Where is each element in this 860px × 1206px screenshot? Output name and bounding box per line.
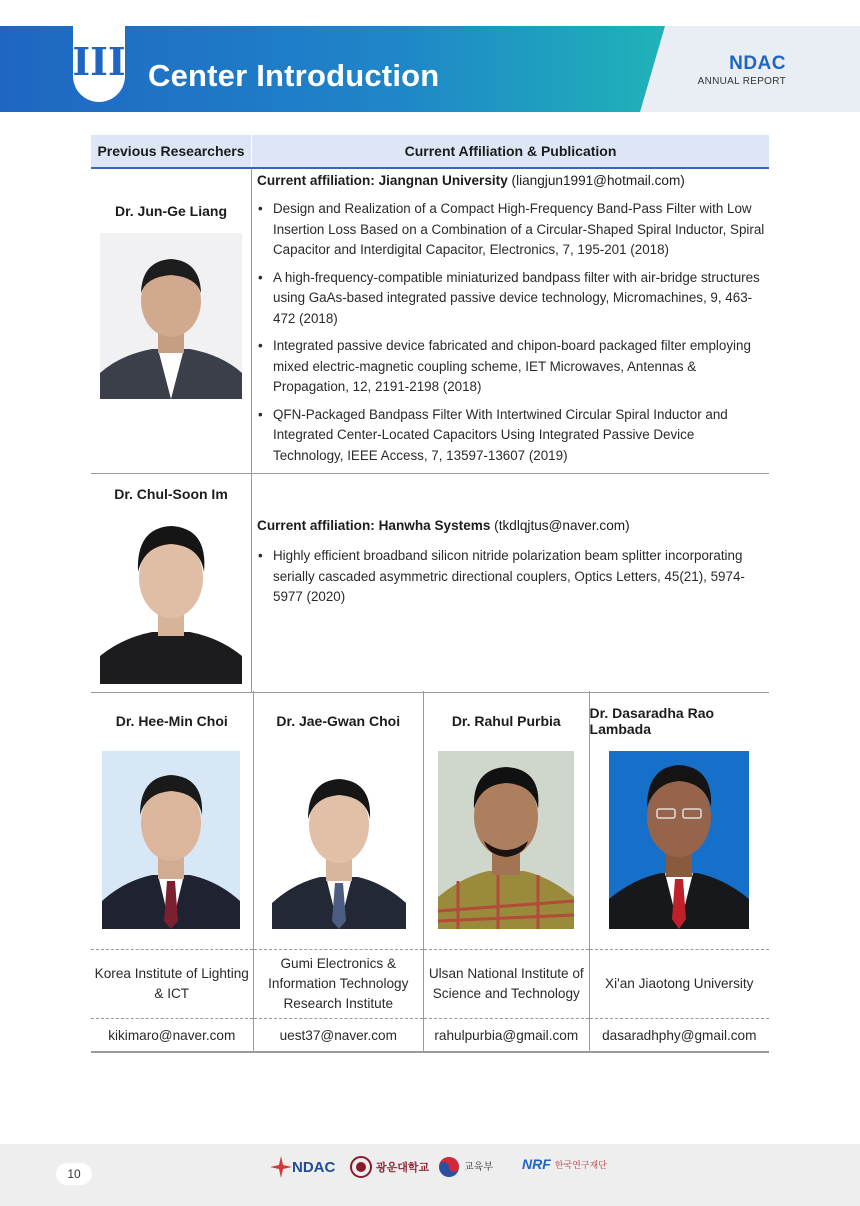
affiliation-email: (tkdlqjtus@naver.com) bbox=[490, 518, 630, 533]
nrf-logo bbox=[522, 1156, 607, 1172]
researcher-card bbox=[91, 691, 254, 1053]
publication-item: • Highly efficient broadband silicon nitride polarization beam splitter incorporating serially cascaded asymmetric directional couplers, Optics Letters, 45(21), 5974-5977 (2020) bbox=[257, 546, 765, 608]
publication-item: • A high-frequency-compatible miniaturized bandpass filter with air-bridge structures using GaAs-based integrated passive device technology, Micromachines, 9, 463-472 (2018) bbox=[257, 268, 765, 330]
researcher-name: Dr. Jun-Ge Liang bbox=[114, 203, 227, 219]
researcher-institution: Korea Institute of Lighting & ICT bbox=[91, 949, 253, 1018]
table-header bbox=[91, 135, 769, 169]
researcher-photo bbox=[609, 751, 749, 929]
current-affiliation bbox=[257, 173, 685, 188]
researcher-institution: Gumi Electronics & Information Technology Research Institute bbox=[254, 949, 424, 1018]
chapter-tab bbox=[73, 24, 125, 102]
researcher-name: Dr. Jae-Gwan Choi bbox=[276, 713, 401, 729]
publication-item: • Integrated passive device fabricated and chipon-board packaged filter employing mixed electric-magnetic coupling scheme, IET Microwaves, Antennas & Propagation, 12, 2191-2198 (2018) bbox=[257, 336, 765, 398]
nrf-logo-subtext: 한국연구재단 bbox=[554, 1159, 607, 1170]
page-footer bbox=[0, 1144, 860, 1206]
researcher-institution: Xi'an Jiaotong University bbox=[590, 949, 769, 1018]
current-affiliation bbox=[257, 518, 630, 533]
affiliation-label: Current affiliation: Jiangnan University bbox=[257, 173, 508, 188]
researcher-card bbox=[254, 691, 425, 1053]
researcher-institution: Ulsan National Institute of Science and Technology bbox=[424, 949, 589, 1018]
brand-subtitle: ANNUAL REPORT bbox=[697, 76, 786, 87]
kwangwoon-logo bbox=[350, 1156, 429, 1178]
researcher-photo bbox=[272, 763, 406, 929]
university-seal-icon bbox=[350, 1156, 372, 1178]
page-title: Center Introduction bbox=[148, 58, 440, 93]
researcher-photo bbox=[100, 506, 242, 684]
researcher-name: Dr. Chul-Soon Im bbox=[114, 486, 228, 502]
researcher-card bbox=[590, 691, 769, 1053]
researchers-table bbox=[91, 135, 769, 693]
affiliation-email: (liangjun1991@hotmail.com) bbox=[507, 173, 685, 188]
researcher-cell bbox=[91, 169, 252, 473]
affiliation-cell bbox=[252, 474, 769, 692]
chapter-number: III bbox=[72, 38, 126, 84]
ndac-logo-text: NDAC bbox=[292, 1158, 336, 1176]
table-row bbox=[91, 474, 769, 693]
column-header-affiliation: Current Affiliation & Publication bbox=[404, 143, 617, 159]
researcher-email: dasaradhphy@gmail.com bbox=[590, 1018, 769, 1053]
researcher-photo bbox=[100, 233, 242, 399]
column-header-researchers: Previous Researchers bbox=[91, 135, 252, 167]
affiliation-label: Current affiliation: Hanwha Systems bbox=[257, 518, 491, 533]
taegeuk-icon bbox=[438, 1156, 460, 1178]
researcher-photo bbox=[102, 751, 240, 929]
publication-list bbox=[257, 546, 765, 615]
researcher-name: Dr. Rahul Purbia bbox=[451, 713, 561, 729]
moe-logo bbox=[438, 1156, 493, 1178]
brand-name: NDAC bbox=[729, 53, 786, 74]
publication-item: • Design and Realization of a Compact High-Frequency Band-Pass Filter with Low Insertion Loss Based on a Combination of a Circular-Shaped Spiral Inductor, Spiral Capacitor and Interdigital Capacitor, Electronics, 7, 195-201 (2018) bbox=[257, 199, 765, 261]
page-number: 10 bbox=[56, 1163, 92, 1185]
brand-logo bbox=[698, 54, 786, 87]
researcher-photo bbox=[438, 751, 574, 929]
table-row bbox=[91, 169, 769, 474]
researchers-grid bbox=[91, 691, 769, 1053]
publication-item: • QFN-Packaged Bandpass Filter With Intertwined Circular Spiral Inductor and Integrated Center-Located Capacitors Using Integrated Passive Device Technology, IEEE Access, 7, 13597-13607 (2019) bbox=[257, 405, 765, 467]
page-header bbox=[0, 0, 860, 112]
kwangwoon-logo-text: 광운대학교 bbox=[376, 1162, 430, 1174]
researcher-name: Dr. Hee-Min Choi bbox=[115, 713, 228, 729]
researcher-email: uest37@naver.com bbox=[254, 1018, 424, 1053]
researcher-card bbox=[424, 691, 590, 1053]
moe-logo-text: 교육부 bbox=[464, 1161, 493, 1173]
researcher-cell bbox=[91, 474, 252, 692]
affiliation-cell bbox=[252, 169, 769, 473]
nrf-logo-text: NRF bbox=[522, 1156, 551, 1172]
researcher-name: Dr. Dasaradha Rao Lambada bbox=[589, 705, 715, 737]
researcher-email: rahulpurbia@gmail.com bbox=[424, 1018, 589, 1053]
ndac-star-icon bbox=[270, 1156, 292, 1178]
ndac-logo bbox=[270, 1156, 335, 1178]
researcher-email: kikimaro@naver.com bbox=[91, 1018, 253, 1053]
publication-list bbox=[257, 199, 765, 473]
